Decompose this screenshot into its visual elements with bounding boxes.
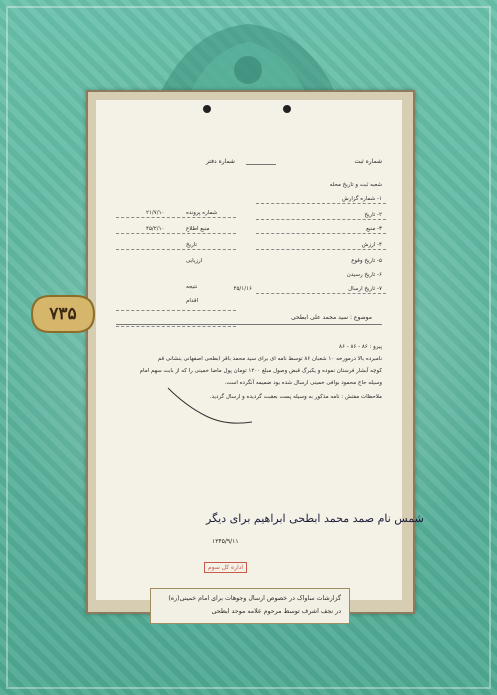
header-right: شماره ثبت [354,158,382,165]
field-left-4: نتیجه [186,284,198,290]
header-left: شماره دفتر [206,158,235,165]
caption-line-1: گزارشات ساواک در خصوص ارسال وجوهات برای امام خمینی(ره) [168,595,341,602]
field-right-0: شعبه ثبت و تاریخ محله [329,182,382,188]
field-left-1: منبع اطلاع [186,226,210,232]
divider [116,324,382,325]
value-2: ۴۵/۱/۱۶ [233,286,252,292]
top-ornament-icon [148,20,348,100]
punch-hole [283,105,291,113]
field-line [116,249,236,250]
caption-line-2: در نجف اشرف توسط مرحوم علامه موحد ابطحی [211,608,341,615]
field-line [116,310,236,311]
signature: شمس نام صمد محمد ابطحی ابراهیم برای دیگر [206,512,424,525]
divider [246,164,276,165]
field-line [116,326,236,327]
body-line-3: وسیله حاج محمود بوافی خمینی ارسال شده بود ضمیمه آنگرده است. [224,380,382,386]
field-line [256,293,386,294]
field-line [256,203,386,204]
field-left-5: اقدام [186,298,198,304]
body-line-0: پیرو : ۸۶ - ۸۶ - ۸۶ [339,344,382,350]
official-stamp: اداره کل سوم [204,562,247,573]
value-0: ۲۱/۷/۱۰ [146,210,165,216]
value-1: ۴۵/۲/۱۰ [146,226,165,232]
caption-box [150,588,350,624]
field-left-3: ارزیابی [186,258,203,264]
field-right-6: ۶- تاریخ رسیدن [346,272,382,278]
body-line-1: نامبرده بالا درمورخه ۱۰ شعبان ۸۶ توسط نامه ای برای سید محمد باقر ابطحی اصفهانی بنشانی قم [157,356,382,362]
field-line [256,249,386,250]
body-line-4: ملاحظات مفتش : نامه مذکور به وسیله پست بعقبت گردیده و ارسال گردید. [209,394,382,400]
page-number: ۷۳۵ [49,304,77,324]
field-right-3: ۳- منبع [366,226,382,232]
punch-hole [203,105,211,113]
body-line-2: کوچه آبشار فرستان نموده و یکبرگ قبض وصول مبلغ ۱۲۰۰ تومان پول ماضا خمینی را که از بابت سهم امام [139,368,382,374]
field-right-2: ۲- تاریخ [364,212,382,218]
field-right-1: ۱- شماره گزارش [341,196,382,202]
field-left-2: تاریخ [186,242,197,248]
field-line [116,217,236,218]
field-right-7: ۷- تاریخ ارسال [348,286,382,292]
field-line [256,219,386,220]
document-paper [96,100,424,600]
field-left-0: شماره پرونده [186,210,218,216]
field-right-4: ۴- ارزش [361,242,382,248]
field-line [256,233,386,234]
subject: موضوع : سید محمد علی ابطحی [290,314,372,321]
field-line [116,233,236,234]
handwritten-mark-icon [166,386,256,436]
field-right-5: ۵- تاریخ وقوع [351,258,382,264]
date-stamp: ۱۳۴۵/۹/۱۱ [212,538,239,545]
